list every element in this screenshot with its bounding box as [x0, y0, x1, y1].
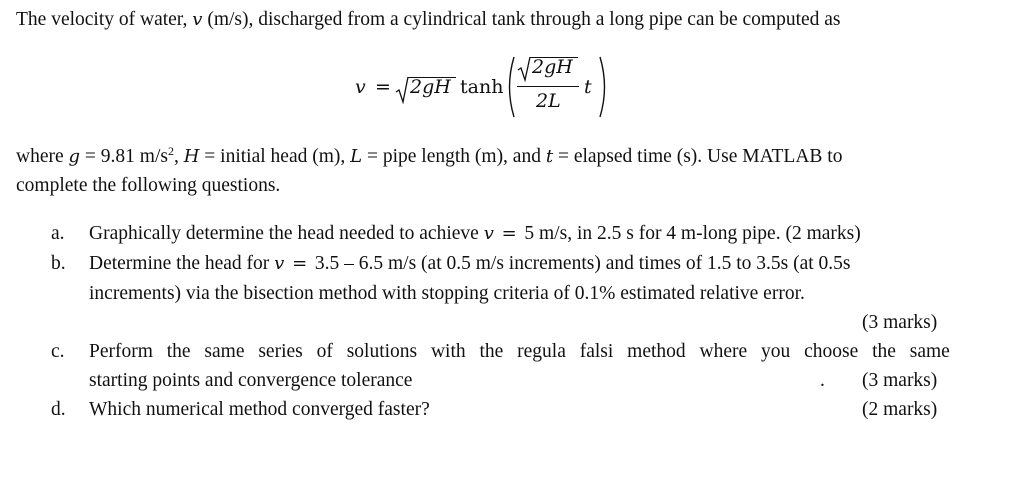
question-c-word: the	[166, 341, 191, 362]
sqrt-radicand: 2gH	[410, 76, 451, 98]
question-a-label: a.	[51, 223, 65, 244]
H-variable: H	[183, 146, 200, 167]
squared-superscript: 2	[167, 144, 174, 158]
intro-line	[16, 8, 841, 32]
question-c-word: you	[760, 341, 791, 362]
definitions-line	[16, 145, 842, 169]
question-c-marks: (3 marks)	[862, 370, 938, 391]
question-b-line-2: increments) via the bisection method with stopping criteria of 0.1% estimated relative error.	[89, 283, 805, 304]
definitions-text-2: = 9.81 m/s	[80, 146, 168, 167]
question-b-equals: =	[286, 253, 313, 274]
question-c-label: c.	[51, 341, 65, 362]
question-c-word: choose	[804, 341, 859, 362]
definitions-text-3: ,	[173, 146, 184, 167]
question-c-word: method	[627, 341, 686, 362]
numerator-radicand: 2gH	[532, 56, 573, 78]
t-variable: t	[545, 146, 554, 167]
question-c-word: where	[699, 341, 748, 362]
question-c-word: solutions	[346, 341, 418, 362]
question-b-text-2: 3.5 – 6.5 m/s (at 0.5 m/s increments) and times of 1.5 to 3.5s (at 0.5s	[314, 253, 851, 274]
question-c-word: the	[872, 341, 896, 362]
intro-text-part2: (m/s), discharged from a cylindrical tank through a long pipe can be computed as	[202, 9, 841, 30]
question-c-word: regula	[517, 341, 566, 362]
question-c-word: with	[430, 341, 466, 362]
velocity-equation	[355, 52, 635, 120]
question-a-text-1: Graphically determine the head needed to achieve	[89, 223, 484, 244]
question-c-word: Perform	[89, 341, 153, 362]
definitions-text-5: = pipe length (m), and	[362, 146, 546, 167]
question-b-marks: (3 marks)	[862, 312, 938, 333]
question-c-word: the	[479, 341, 504, 362]
question-b	[89, 252, 851, 276]
right-paren-icon	[598, 55, 610, 119]
question-c-word: same	[909, 341, 950, 362]
question-a-equals: =	[495, 223, 523, 244]
definitions-text-1: where	[16, 146, 69, 167]
fraction-bar	[517, 86, 579, 87]
denominator: 2L	[536, 90, 561, 112]
question-c-word: of	[316, 341, 333, 362]
question-b-label: b.	[51, 253, 66, 274]
question-c-word: series	[258, 341, 303, 362]
intro-text-part1: The velocity of water,	[16, 9, 193, 30]
left-paren-icon	[504, 55, 516, 119]
definitions-text-6: = elapsed time (s). Use MATLAB to	[553, 146, 843, 167]
question-a-v: v	[483, 223, 494, 244]
g-variable: g	[68, 146, 81, 167]
equation-equals: =	[375, 76, 391, 98]
L-variable: L	[350, 146, 363, 167]
question-c-line-2: starting points and convergence tolerance	[89, 370, 413, 391]
question-b-v: v	[274, 253, 285, 274]
definitions-line-2: complete the following questions.	[16, 175, 281, 196]
numerator-sqrt-icon	[517, 56, 531, 82]
question-d-marks: (2 marks)	[862, 399, 938, 420]
question-a-text-2: 5 m/s, in 2.5 s for 4 m-long pipe. (2 marks)	[524, 223, 861, 244]
question-b-text-1: Determine the head for	[89, 253, 275, 274]
question-c-word: same	[204, 341, 245, 362]
question-c-dot: .	[820, 370, 825, 391]
question-d-label: d.	[51, 399, 66, 420]
question-d: Which numerical method converged faster?	[89, 399, 430, 420]
sqrt-icon	[395, 76, 409, 104]
question-c-line-1	[89, 340, 950, 364]
equation-lhs: v	[355, 76, 366, 98]
velocity-variable: v	[192, 9, 203, 30]
time-variable: t	[584, 76, 592, 98]
tanh-function: tanh	[460, 76, 504, 98]
definitions-text-4: = initial head (m),	[199, 146, 351, 167]
question-a	[89, 222, 861, 246]
question-c-word: falsi	[579, 341, 614, 362]
